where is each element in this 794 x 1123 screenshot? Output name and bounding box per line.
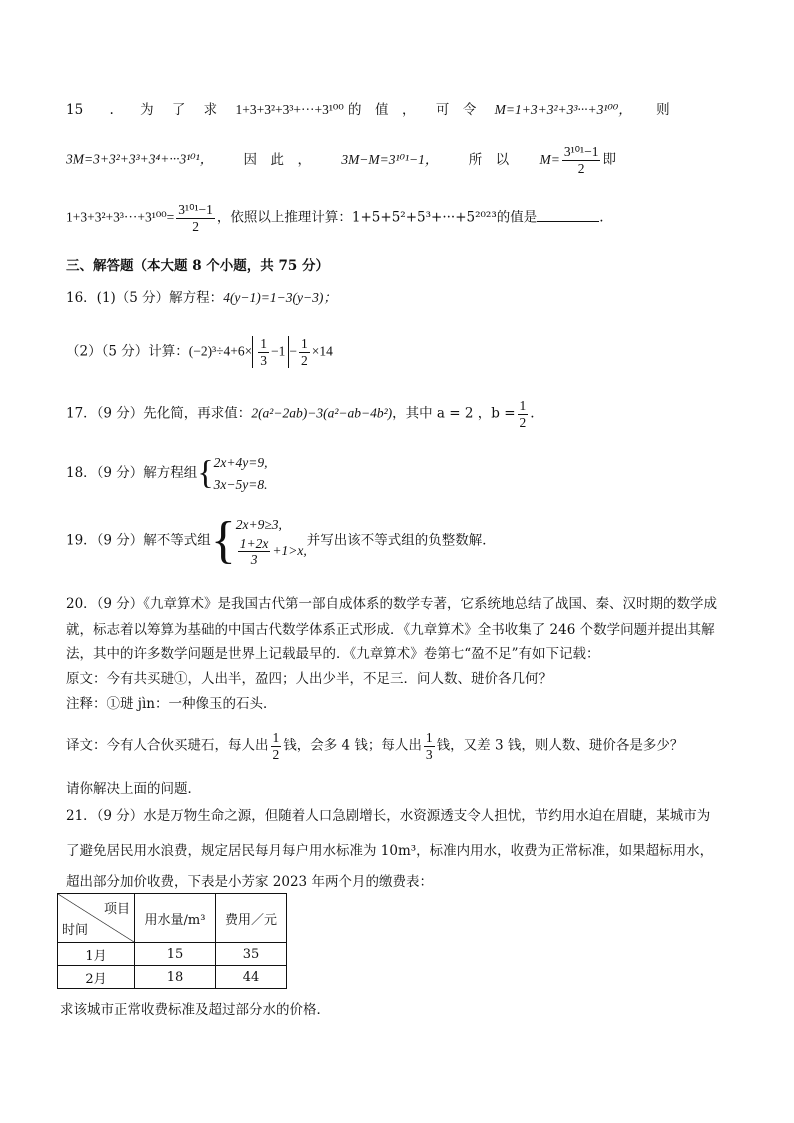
answer-blank[interactable] bbox=[537, 209, 599, 222]
absolute-value: $\frac{1}{3}$ −1 bbox=[252, 336, 289, 368]
q19: 19．（9 分）解不等式组{ 2x+9≥3, $\frac{1+2x}{3}$ +1>x, 并写出该不等式组的负整数解． bbox=[66, 511, 496, 569]
q15-sum-expr: 1+3+3²+3³+···+3¹⁰⁰ bbox=[235, 102, 344, 117]
table-header-row bbox=[58, 894, 287, 943]
q15-line3: 1+3+3²+3³···+3¹⁰⁰= $\frac{\text{3¹⁰¹−1}}{2}$ ，依照以上推理计算：1+5+5²+5³+···+5²⁰²³的值是 . bbox=[66, 202, 604, 234]
q21-line3: 超出部分加价收费，下表是小芳家 2023 年两个月的缴费表： bbox=[66, 874, 433, 890]
table-row: 1月 15 35 bbox=[58, 943, 287, 966]
q17: 17．（9 分）先化简，再求值：2(a²−2ab)−3(a²−ab−4b²)，其中 a = 2 ，b = $\frac{1}{2}$ . bbox=[66, 398, 535, 430]
q16-part1: 16．(1)（5 分）解方程：4(y−1)=1−3(y−3)； bbox=[66, 290, 337, 306]
q20-translation: 译文：今有人合伙买琎石，每人出 $\frac{1}{2}$ 钱，会多 4 钱；每人出 $\frac{1}{3}$ 钱，又差 3 钱，则人数、琎价各是多少？ bbox=[66, 730, 684, 762]
q15-fraction: $\frac{\text{3¹⁰¹−1}}{2}$ bbox=[563, 144, 599, 176]
q20-annotation: 注释：①琎 jìn：一种像玉的石头． bbox=[66, 696, 277, 712]
brace-icon: { bbox=[197, 454, 214, 492]
col-fee-header: 费用／元 bbox=[216, 894, 287, 943]
fee-table bbox=[57, 893, 287, 989]
q16-part2: （2）（5 分）计算：(−2)³÷4+6× $\frac{1}{3}$ −1 − $\frac{1}{2}$ ×14 bbox=[66, 336, 333, 368]
q21-line1: 21．（9 分）水是万物生命之源，但随着人口急剧增长，水资源透支令人担忧，节约用水迫在眉睫，某城市为 bbox=[66, 808, 711, 824]
q20-line2: 就，标志着以筹算为基础的中国古代数学体系正式形成．《九章算术》全书收集了 246 个数学问题并提出其解 bbox=[66, 622, 715, 638]
q15-line2: 3M=3+3²+3³+3⁴+···3¹⁰¹， 因 此 ， 3M−M=3¹⁰¹−1， 所 以 M= $\frac{\text{3¹⁰¹−1}}{2}$ 即 bbox=[66, 144, 616, 176]
table-row: 2月 18 44 bbox=[58, 966, 287, 989]
q20-original-text: 原文：今有共买琎①，人出半，盈四；人出少半，不足三．问人数、琎价各几何？ bbox=[66, 671, 552, 687]
q15-line1: 15 . 为 了 求 1+3+3²+3³+···+3¹⁰⁰ 的 值 ， 可 令 M=1+3+3²+3³···+3¹⁰⁰， 则 bbox=[66, 102, 670, 118]
q20-prompt: 请你解决上面的问题． bbox=[66, 781, 201, 797]
inequality-system: 2x+9≥3, $\frac{1+2x}{3}$ +1>x, bbox=[235, 517, 307, 568]
q15-M-definition: M=1+3+3²+3³···+3¹⁰⁰， bbox=[494, 102, 632, 117]
col-usage-header: 用水量/m³ bbox=[135, 894, 216, 943]
q20-line3: 法，其中的许多数学问题是世界上记载最早的．《九章算术》卷第七“盈不足”有如下记载： bbox=[66, 646, 600, 662]
q18: 18．（9 分）解方程组{ 2x+4y=9, 3x−5y=8. bbox=[66, 452, 267, 495]
q20-line1: 20．（9 分）《九章算术》是我国古代第一部自成体系的数学专著，它系统地总结了战国、秦、汉时期的数学成 bbox=[66, 596, 718, 612]
table-corner-cell: 项目 时间 bbox=[58, 894, 135, 943]
section-heading: 三、解答题（本大题 8 个小题，共 75 分） bbox=[66, 258, 329, 274]
q21-line2: 了避免居民用水浪费，规定居民每月每户用水标准为 10m³，标准内用水，收费为正常标准，如果超标用水， bbox=[66, 843, 714, 859]
q15-number: 15 bbox=[66, 102, 84, 118]
brace-icon: { bbox=[210, 511, 236, 569]
q21-question: 求该城市正常收费标准及超过部分水的价格． bbox=[60, 1002, 330, 1018]
equation-system: 2x+4y=9, 3x−5y=8. bbox=[213, 455, 268, 492]
